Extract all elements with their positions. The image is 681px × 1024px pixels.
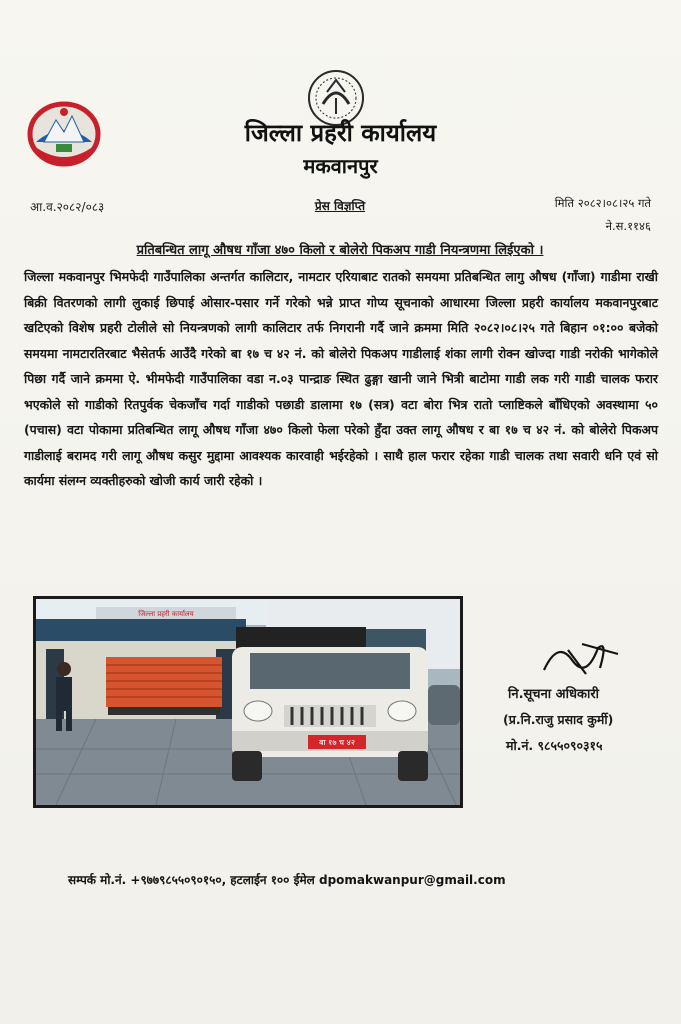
reference-number: आ.व.२०८२/०८३	[30, 200, 105, 214]
office-subtitle: मकवानपुर	[303, 154, 378, 178]
date-block	[555, 192, 651, 238]
headline: प्रतिबन्धित लागू औषध गाँजा ४७० किलो र बोलेरो पिकअप गाडी नियन्त्रणमा लिईएको ।	[136, 243, 544, 258]
signatory-name: (प्र.नि.राजु प्रसाद कुर्मी)	[503, 712, 614, 727]
number-plate-text: बा १७ च ४२	[319, 738, 355, 747]
press-release-label: प्रेस विज्ञप्ति	[314, 199, 366, 213]
handwritten-signature	[538, 630, 628, 685]
building-sign-text: जिल्ला प्रहरी कार्यालय	[138, 610, 194, 618]
signatory-mobile: मो.नं. ९८५५०९०३१५	[506, 738, 603, 753]
seizure-photo	[33, 596, 463, 808]
nepal-emblem-icon	[26, 98, 102, 168]
office-title: जिल्ला प्रहरी कार्यालय	[244, 118, 437, 147]
issue-date: मिति २०८२।०८।२५ गते	[554, 196, 651, 210]
seizure-photo-illustration	[36, 599, 460, 805]
signatory-title: नि.सूचना अधिकारी	[508, 687, 600, 702]
letter-number: ने.स.११४६	[605, 219, 651, 233]
body-paragraph: जिल्ला मकवानपुर भिमफेदी गाउँपालिका अन्तर्गत कालिटार, नामटार एरियाबाट रातको समयमा प्रतिबन्धित लागु औषध (गाँजा) गाडीमा राखी बिक्री वितरणको लागी लुकाई छिपाई ओसार-पसार गर्ने गरेको भन्ने प्राप्त गोप्य सूचनाको आधारमा जिल्ला प्रहरी कार्यालय मकवानपुरबाट खटिएको विशेष प्रहरी टोलीले सो नियन्त्रणको लागी कालिटार तर्फ निगरानी गर्दै जाने क्रममा मिति २०८२।०८।२५ गते बिहान ०१:०० बजेको समयमा नामटारतिरबाट भैसेतर्फ आउँदै गरेको बा १७ च ४२ नं. को बोलेरो पिकअप गाडीलाई शंका लागी रोक्न खोज्दा गाडी नरोकी भागेकोले पिछा गर्दै जाने क्रममा ऐ. भीमफेदी गाउँपालिका वडा न.०३ पान्द्राङ स्थित ढुङ्गा खानी जाने भित्री बाटोमा गाडी लक गरी गाडी चालक फरार भएकोले सो गाडीको रितपुर्वक चेकजाँच गर्दा गाडीको पछाडी डालामा १७ (सत्र) वटा बोरा भित्र रातो प्लाष्टिकले बाँधिएको अवस्थामा ५० (पचास) वटा पोकामा प्रतिबन्धित लागू औषध गाँजा ४७० किलो फेला परेको हुँदा उक्त लागू औषध र बा १७ च ४२ नं. को बोलेरो पिकअप गाडीलाई बरामद गरी लागू औषध कसुर मुद्दामा आवश्यक कारवाही भईरहेको । साथै हाल फरार रहेका गाडी चालक तथा सवारी धनि एवं सो कार्यमा संलग्न व्यक्तीहरुको खोजी कार्य जारी रहेको ।	[24, 269, 658, 488]
contact-footer: सम्पर्क मो.नं. +९७७९८५५०९०१५०, हटलाईन १०० ईमेल dpomakwanpur@gmail.com	[68, 873, 506, 887]
seized-sacks	[106, 657, 222, 715]
